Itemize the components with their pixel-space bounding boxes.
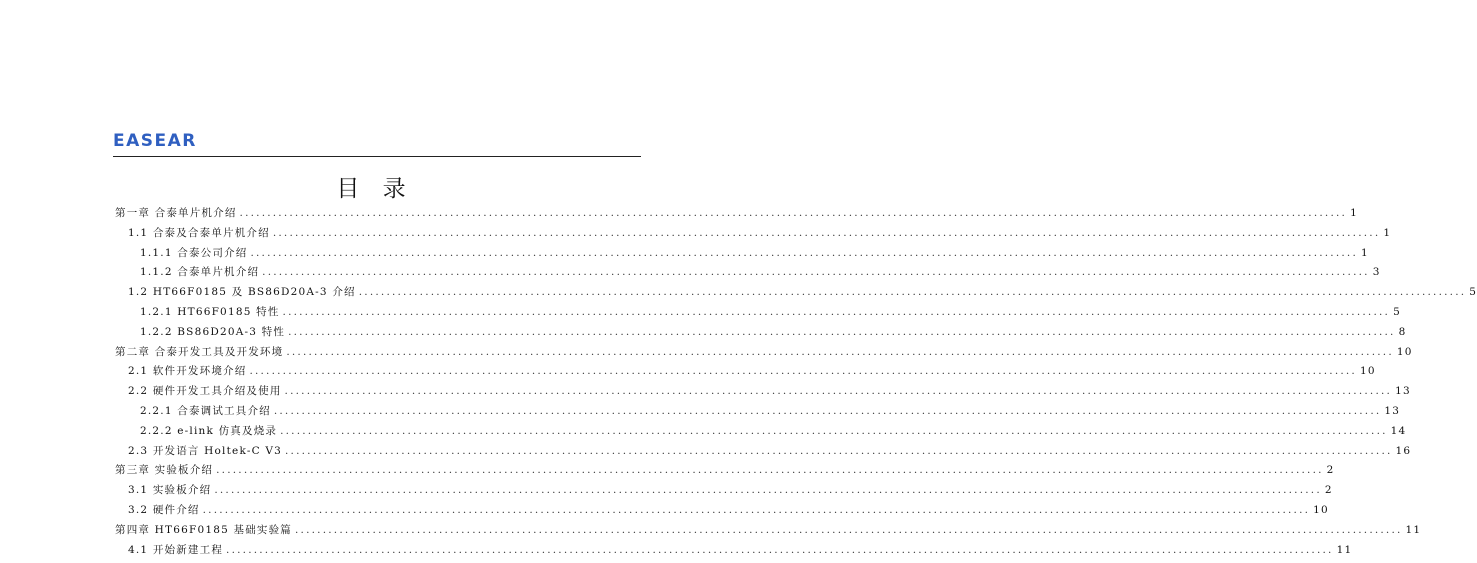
toc-entry[interactable] bbox=[128, 224, 1392, 242]
toc-leader-dots: ........................................................................................................................................................................................................ bbox=[285, 444, 1393, 457]
toc-entry-title: 1.2 HT66F0185 及 BS86D20A-3 介绍 bbox=[128, 286, 356, 299]
toc-entry[interactable] bbox=[115, 204, 1358, 222]
toc-page-number: 1 bbox=[1383, 226, 1392, 239]
toc-entry-title: 1.1.2 合泰单片机介绍 bbox=[140, 266, 260, 279]
toc-page-number: 11 bbox=[1336, 543, 1353, 556]
toc-page-number: 1 bbox=[1350, 207, 1358, 219]
toc-entry-title: 1.2.1 HT66F0185 特性 bbox=[140, 306, 280, 318]
toc-entry-title: 第一章 合泰单片机介绍 bbox=[115, 207, 237, 219]
toc-leader-dots: ........................................................................................................................................................................................................ bbox=[286, 345, 1394, 358]
toc-page-number: 2 bbox=[1326, 464, 1335, 477]
toc-entry[interactable] bbox=[128, 442, 1412, 460]
toc-entry[interactable] bbox=[128, 541, 1353, 559]
toc-entry-title: 3.1 实验板介绍 bbox=[128, 484, 212, 497]
toc-entry[interactable] bbox=[128, 501, 1329, 519]
toc-page-number: 2 bbox=[1324, 484, 1333, 497]
toc-entry-title: 4.1 开始新建工程 bbox=[128, 543, 224, 556]
toc-page-number: 5 bbox=[1393, 306, 1401, 318]
toc-leader-dots: ........................................................................................................................................................................................................ bbox=[250, 246, 1358, 259]
toc-entry[interactable] bbox=[140, 244, 1369, 262]
header-rule bbox=[113, 156, 641, 157]
toc-entry[interactable] bbox=[115, 461, 1335, 479]
toc-page-number: 8 bbox=[1398, 325, 1407, 338]
toc-entry-title: 1.1.1 合泰公司介绍 bbox=[140, 246, 248, 259]
toc-entry-title: 2.1 软件开发环境介绍 bbox=[128, 365, 247, 378]
toc-entry-title: 第三章 实验板介绍 bbox=[115, 464, 214, 477]
toc-entry[interactable] bbox=[128, 481, 1333, 499]
toc-page-number: 1 bbox=[1361, 246, 1369, 259]
toc-page-number: 3 bbox=[1372, 266, 1381, 279]
toc-leader-dots: ........................................................................................................................................................................................................ bbox=[280, 424, 1388, 437]
toc-page-number: 5 bbox=[1469, 286, 1477, 299]
toc-entry-title: 1.2.2 BS86D20A-3 特性 bbox=[140, 325, 286, 338]
toc-entry-title: 2.2.2 e-link 仿真及烧录 bbox=[140, 424, 278, 437]
toc-leader-dots: ........................................................................................................................................................................................................ bbox=[202, 504, 1311, 516]
toc-entry[interactable] bbox=[115, 343, 1413, 361]
toc-page-number: 13 bbox=[1384, 405, 1401, 417]
toc-leader-dots: ........................................................................................................................................................................................................ bbox=[226, 543, 1334, 556]
toc-entry-title: 2.2 硬件开发工具介绍及使用 bbox=[128, 385, 282, 398]
toc-title: 目 录 bbox=[336, 176, 414, 202]
toc-entry[interactable] bbox=[115, 521, 1422, 539]
toc-entry-title: 1.1 合泰及合泰单片机介绍 bbox=[128, 226, 270, 239]
toc-leader-dots: ........................................................................................................................................................................................................ bbox=[295, 523, 1403, 536]
toc-leader-dots: ........................................................................................................................................................................................................ bbox=[216, 464, 1324, 477]
toc-entry[interactable] bbox=[140, 263, 1381, 281]
toc-leader-dots: ........................................................................................................................................................................................................ bbox=[288, 325, 1396, 338]
toc-entry[interactable] bbox=[140, 303, 1401, 321]
toc-leader-dots: ........................................................................................................................................................................................................ bbox=[262, 266, 1370, 279]
toc-entry[interactable] bbox=[128, 382, 1411, 400]
toc-page-number: 14 bbox=[1390, 424, 1407, 437]
toc-entry[interactable] bbox=[140, 402, 1401, 420]
toc-entry[interactable] bbox=[140, 323, 1407, 341]
toc-leader-dots: ........................................................................................................................................................................................................ bbox=[239, 207, 1348, 219]
toc-leader-dots: ........................................................................................................................................................................................................ bbox=[358, 286, 1467, 299]
toc-leader-dots: ........................................................................................................................................................................................................ bbox=[282, 306, 1391, 318]
toc-page-number: 11 bbox=[1405, 523, 1422, 536]
toc-entry-title: 第二章 合泰开发工具及开发环境 bbox=[115, 345, 284, 358]
toc-page-number: 10 bbox=[1313, 504, 1329, 516]
toc-entry-title: 2.2.1 合泰调试工具介绍 bbox=[140, 405, 271, 417]
toc-leader-dots: ........................................................................................................................................................................................................ bbox=[284, 385, 1393, 398]
toc-entry-title: 2.3 开发语言 Holtek-C V3 bbox=[128, 444, 283, 457]
toc-entry-title: 3.2 硬件介绍 bbox=[128, 504, 200, 516]
toc-entry[interactable] bbox=[128, 283, 1477, 301]
toc-leader-dots: ........................................................................................................................................................................................................ bbox=[249, 365, 1357, 378]
toc-entry-title: 第四章 HT66F0185 基础实验篇 bbox=[115, 523, 293, 536]
toc-leader-dots: ........................................................................................................................................................................................................ bbox=[273, 405, 1382, 417]
toc-page-number: 10 bbox=[1359, 365, 1376, 378]
toc-leader-dots: ........................................................................................................................................................................................................ bbox=[214, 484, 1322, 497]
toc-page-number: 16 bbox=[1395, 444, 1412, 457]
toc-page-number: 13 bbox=[1395, 385, 1411, 398]
toc-page-number: 10 bbox=[1396, 345, 1413, 358]
toc-entry[interactable] bbox=[128, 362, 1376, 380]
toc-leader-dots: ........................................................................................................................................................................................................ bbox=[272, 226, 1381, 239]
toc-entry[interactable] bbox=[140, 422, 1407, 440]
brand-logo-text: EASEAR bbox=[113, 131, 197, 151]
